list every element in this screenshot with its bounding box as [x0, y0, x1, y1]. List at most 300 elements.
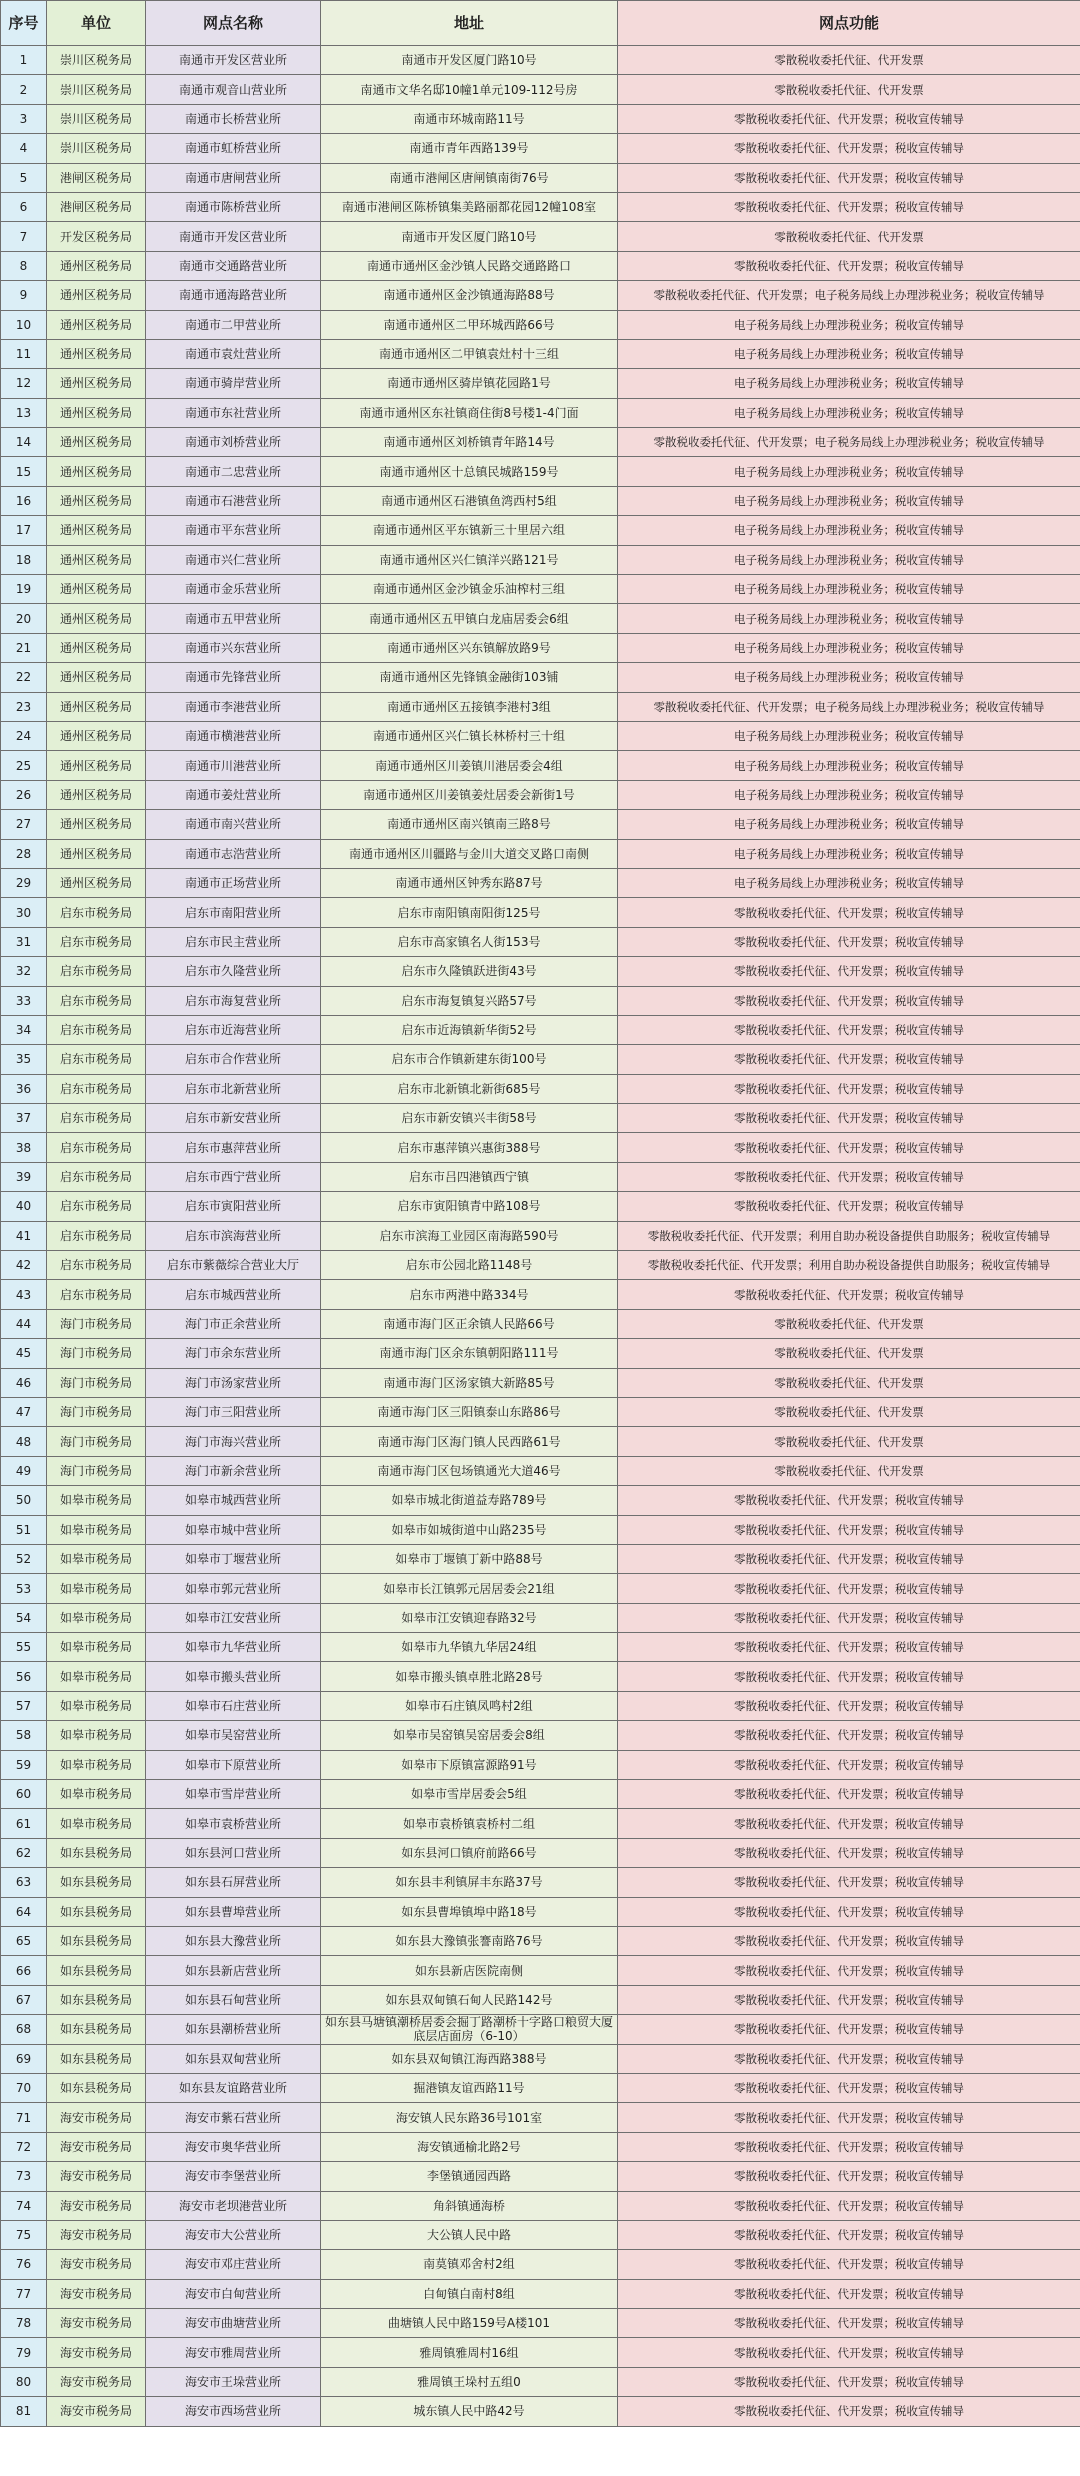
- cell-address: 南通市通州区先锋镇金融街103铺: [321, 663, 618, 692]
- cell-function: 零散税收委托代征、代开发票；税收宣传辅导: [618, 2338, 1080, 2367]
- table-row: [1, 1574, 1080, 1603]
- table-row: [1, 2191, 1080, 2220]
- cell-unit: 崇川区税务局: [47, 46, 146, 75]
- table-row: [1, 1603, 1080, 1632]
- cell-address: 角斜镇通海桥: [321, 2191, 618, 2220]
- cell-index: 16: [1, 486, 47, 515]
- table-row: [1, 2397, 1080, 2426]
- cell-function: 电子税务局线上办理涉税业务；税收宣传辅导: [618, 604, 1080, 633]
- table-row: [1, 1486, 1080, 1515]
- cell-function: 电子税务局线上办理涉税业务；税收宣传辅导: [618, 516, 1080, 545]
- cell-function: 零散税收委托代征、代开发票；税收宣传辅导: [618, 2162, 1080, 2191]
- table-row: [1, 2015, 1080, 2044]
- cell-address: 南通市通州区川姜镇姜灶居委会新街1号: [321, 780, 618, 809]
- cell-outlet-name: 启东市近海营业所: [146, 1015, 321, 1044]
- cell-address: 启东市南阳镇南阳街125号: [321, 898, 618, 927]
- table-row: [1, 1780, 1080, 1809]
- table-row: [1, 545, 1080, 574]
- cell-unit: 通州区税务局: [47, 281, 146, 310]
- cell-function: 零散税收委托代征、代开发票；税收宣传辅导: [618, 2044, 1080, 2073]
- cell-unit: 通州区税务局: [47, 868, 146, 897]
- cell-function: 零散税收委托代征、代开发票；税收宣传辅导: [618, 957, 1080, 986]
- cell-function: 零散税收委托代征、代开发票；税收宣传辅导: [618, 2279, 1080, 2308]
- cell-unit: 通州区税务局: [47, 663, 146, 692]
- cell-outlet-name: 如皋市袁桥营业所: [146, 1809, 321, 1838]
- cell-address: 南通市通州区五甲镇白龙庙居委会6组: [321, 604, 618, 633]
- table-row: [1, 2367, 1080, 2396]
- cell-outlet-name: 如东县河口营业所: [146, 1838, 321, 1867]
- cell-outlet-name: 南通市袁灶营业所: [146, 339, 321, 368]
- cell-index: 28: [1, 839, 47, 868]
- cell-index: 23: [1, 692, 47, 721]
- cell-function: 零散税收委托代征、代开发票；税收宣传辅导: [618, 104, 1080, 133]
- table-row: [1, 1838, 1080, 1867]
- cell-outlet-name: 海安市西场营业所: [146, 2397, 321, 2426]
- cell-unit: 通州区税务局: [47, 516, 146, 545]
- table-row: [1, 369, 1080, 398]
- cell-unit: 通州区税务局: [47, 692, 146, 721]
- cell-unit: 崇川区税务局: [47, 75, 146, 104]
- cell-function: 电子税务局线上办理涉税业务；税收宣传辅导: [618, 339, 1080, 368]
- cell-address: 启东市新安镇兴丰街58号: [321, 1104, 618, 1133]
- cell-unit: 海安市税务局: [47, 2367, 146, 2396]
- cell-address: 南通市通州区二甲环城西路66号: [321, 310, 618, 339]
- cell-outlet-name: 南通市李港营业所: [146, 692, 321, 721]
- cell-outlet-name: 启东市城西营业所: [146, 1280, 321, 1309]
- cell-index: 47: [1, 1397, 47, 1426]
- table-row: [1, 46, 1080, 75]
- cell-address: 南通市港闸区唐闸镇南街76号: [321, 163, 618, 192]
- cell-index: 57: [1, 1691, 47, 1720]
- cell-unit: 海安市税务局: [47, 2162, 146, 2191]
- cell-index: 53: [1, 1574, 47, 1603]
- cell-address: 李堡镇通园西路: [321, 2162, 618, 2191]
- cell-function: 电子税务局线上办理涉税业务；税收宣传辅导: [618, 633, 1080, 662]
- cell-unit: 如皋市税务局: [47, 1662, 146, 1691]
- cell-address: 如皋市袁桥镇袁桥村二组: [321, 1809, 618, 1838]
- cell-address: 南通市通州区东社镇商住街8号楼1-4门面: [321, 398, 618, 427]
- cell-function: 零散税收委托代征、代开发票；税收宣传辅导: [618, 1574, 1080, 1603]
- cell-index: 5: [1, 163, 47, 192]
- cell-outlet-name: 启东市惠萍营业所: [146, 1133, 321, 1162]
- header-index: 序号: [1, 1, 47, 46]
- cell-address: 南通市通州区南兴镇南三路8号: [321, 810, 618, 839]
- cell-unit: 通州区税务局: [47, 721, 146, 750]
- cell-outlet-name: 如皋市下原营业所: [146, 1750, 321, 1779]
- cell-address: 南通市通州区石港镇鱼湾西村5组: [321, 486, 618, 515]
- cell-address: 如东县双甸镇江海西路388号: [321, 2044, 618, 2073]
- cell-function: 零散税收委托代征、代开发票；税收宣传辅导: [618, 2309, 1080, 2338]
- cell-unit: 海安市税务局: [47, 2132, 146, 2161]
- cell-index: 55: [1, 1633, 47, 1662]
- cell-unit: 启东市税务局: [47, 1133, 146, 1162]
- cell-unit: 如皋市税务局: [47, 1750, 146, 1779]
- cell-unit: 通州区税务局: [47, 428, 146, 457]
- cell-index: 34: [1, 1015, 47, 1044]
- cell-address: 如皋市丁堰镇丁新中路88号: [321, 1544, 618, 1573]
- cell-unit: 海安市税务局: [47, 2397, 146, 2426]
- table-header: [1, 1, 1080, 46]
- cell-outlet-name: 南通市东社营业所: [146, 398, 321, 427]
- cell-address: 如皋市江安镇迎春路32号: [321, 1603, 618, 1632]
- table-row: [1, 2162, 1080, 2191]
- cell-index: 80: [1, 2367, 47, 2396]
- cell-unit: 通州区税务局: [47, 575, 146, 604]
- cell-unit: 通州区税务局: [47, 251, 146, 280]
- cell-address: 南通市环城南路11号: [321, 104, 618, 133]
- cell-function: 零散税收委托代征、代开发票；税收宣传辅导: [618, 1544, 1080, 1573]
- cell-index: 4: [1, 134, 47, 163]
- table-row: [1, 281, 1080, 310]
- cell-outlet-name: 如皋市城中营业所: [146, 1515, 321, 1544]
- cell-function: 零散税收委托代征、代开发票；税收宣传辅导: [618, 1192, 1080, 1221]
- cell-function: 零散税收委托代征、代开发票；税收宣传辅导: [618, 163, 1080, 192]
- cell-outlet-name: 南通市长桥营业所: [146, 104, 321, 133]
- cell-address: 如皋市长江镇郭元居居委会21组: [321, 1574, 618, 1603]
- table-row: [1, 1809, 1080, 1838]
- cell-address: 城东镇人民中路42号: [321, 2397, 618, 2426]
- table-row: [1, 1956, 1080, 1985]
- cell-index: 70: [1, 2073, 47, 2102]
- cell-function: 零散税收委托代征、代开发票；税收宣传辅导: [618, 927, 1080, 956]
- cell-address: 南通市通州区金沙镇金乐油榨村三组: [321, 575, 618, 604]
- cell-outlet-name: 启东市寅阳营业所: [146, 1192, 321, 1221]
- table-row: [1, 839, 1080, 868]
- table-row: [1, 986, 1080, 1015]
- cell-index: 9: [1, 281, 47, 310]
- cell-unit: 崇川区税务局: [47, 134, 146, 163]
- cell-index: 29: [1, 868, 47, 897]
- cell-unit: 海安市税务局: [47, 2220, 146, 2249]
- cell-function: 零散税收委托代征、代开发票；电子税务局线上办理涉税业务；税收宣传辅导: [618, 692, 1080, 721]
- table-row: [1, 1750, 1080, 1779]
- cell-unit: 如东县税务局: [47, 1956, 146, 1985]
- cell-address: 如皋市雪岸居委会5组: [321, 1780, 618, 1809]
- table-row: [1, 516, 1080, 545]
- cell-index: 56: [1, 1662, 47, 1691]
- cell-address: 如东县河口镇府前路66号: [321, 1838, 618, 1867]
- cell-outlet-name: 海门市余东营业所: [146, 1339, 321, 1368]
- cell-unit: 通州区税务局: [47, 486, 146, 515]
- cell-address: 南通市通州区兴仁镇长林桥村三十组: [321, 721, 618, 750]
- cell-unit: 海安市税务局: [47, 2309, 146, 2338]
- table-row: [1, 428, 1080, 457]
- table-row: [1, 1192, 1080, 1221]
- cell-function: 零散税收委托代征、代开发票: [618, 46, 1080, 75]
- cell-function: 零散税收委托代征、代开发票；税收宣传辅导: [618, 1897, 1080, 1926]
- cell-function: 电子税务局线上办理涉税业务；税收宣传辅导: [618, 663, 1080, 692]
- cell-index: 74: [1, 2191, 47, 2220]
- cell-outlet-name: 启东市南阳营业所: [146, 898, 321, 927]
- cell-address: 南通市海门区包场镇通光大道46号: [321, 1456, 618, 1485]
- cell-function: 零散税收委托代征、代开发票；税收宣传辅导: [618, 1133, 1080, 1162]
- table-row: [1, 1427, 1080, 1456]
- table-row: [1, 2279, 1080, 2308]
- cell-function: 零散税收委托代征、代开发票；利用自助办税设备提供自助服务；税收宣传辅导: [618, 1221, 1080, 1250]
- cell-address: 启东市惠萍镇兴惠街388号: [321, 1133, 618, 1162]
- table-row: [1, 1368, 1080, 1397]
- cell-outlet-name: 南通市唐闸营业所: [146, 163, 321, 192]
- cell-outlet-name: 如皋市搬头营业所: [146, 1662, 321, 1691]
- cell-outlet-name: 如皋市九华营业所: [146, 1633, 321, 1662]
- cell-unit: 海安市税务局: [47, 2338, 146, 2367]
- cell-unit: 海安市税务局: [47, 2191, 146, 2220]
- cell-function: 零散税收委托代征、代开发票；税收宣传辅导: [618, 251, 1080, 280]
- cell-function: 零散税收委托代征、代开发票；税收宣传辅导: [618, 1603, 1080, 1632]
- cell-outlet-name: 如东县双甸营业所: [146, 2044, 321, 2073]
- cell-outlet-name: 南通市志浩营业所: [146, 839, 321, 868]
- cell-unit: 如皋市税务局: [47, 1780, 146, 1809]
- cell-address: 如东县丰利镇屏丰东路37号: [321, 1868, 618, 1897]
- header-outlet-name: 网点名称: [146, 1, 321, 46]
- cell-function: 零散税收委托代征、代开发票；税收宣传辅导: [618, 2073, 1080, 2102]
- cell-address: 南通市通州区钟秀东路87号: [321, 868, 618, 897]
- cell-function: 零散税收委托代征、代开发票；电子税务局线上办理涉税业务；税收宣传辅导: [618, 428, 1080, 457]
- cell-index: 10: [1, 310, 47, 339]
- cell-index: 30: [1, 898, 47, 927]
- table-row: [1, 398, 1080, 427]
- cell-unit: 如东县税务局: [47, 2044, 146, 2073]
- cell-index: 17: [1, 516, 47, 545]
- cell-function: 零散税收委托代征、代开发票；税收宣传辅导: [618, 2132, 1080, 2161]
- cell-outlet-name: 南通市平东营业所: [146, 516, 321, 545]
- cell-index: 72: [1, 2132, 47, 2161]
- cell-index: 11: [1, 339, 47, 368]
- cell-outlet-name: 南通市正场营业所: [146, 868, 321, 897]
- cell-function: 零散税收委托代征、代开发票；税收宣传辅导: [618, 898, 1080, 927]
- cell-unit: 启东市税务局: [47, 927, 146, 956]
- cell-index: 44: [1, 1309, 47, 1338]
- cell-unit: 如东县税务局: [47, 1927, 146, 1956]
- cell-index: 18: [1, 545, 47, 574]
- cell-index: 22: [1, 663, 47, 692]
- cell-address: 南通市通州区十总镇民城路159号: [321, 457, 618, 486]
- cell-index: 73: [1, 2162, 47, 2191]
- cell-unit: 启东市税务局: [47, 1280, 146, 1309]
- cell-unit: 通州区税务局: [47, 398, 146, 427]
- cell-function: 零散税收委托代征、代开发票；税收宣传辅导: [618, 1809, 1080, 1838]
- cell-function: 电子税务局线上办理涉税业务；税收宣传辅导: [618, 810, 1080, 839]
- cell-unit: 海门市税务局: [47, 1456, 146, 1485]
- cell-address: 白甸镇白南村8组: [321, 2279, 618, 2308]
- table-row: [1, 310, 1080, 339]
- cell-outlet-name: 南通市川港营业所: [146, 751, 321, 780]
- cell-unit: 通州区税务局: [47, 339, 146, 368]
- cell-outlet-name: 海门市正余营业所: [146, 1309, 321, 1338]
- cell-address: 南莫镇邓舍村2组: [321, 2250, 618, 2279]
- cell-outlet-name: 南通市横港营业所: [146, 721, 321, 750]
- cell-function: 电子税务局线上办理涉税业务；税收宣传辅导: [618, 839, 1080, 868]
- table-row: [1, 75, 1080, 104]
- table-row: [1, 1721, 1080, 1750]
- cell-address: 海安镇通榆北路2号: [321, 2132, 618, 2161]
- cell-index: 61: [1, 1809, 47, 1838]
- table-row: [1, 1633, 1080, 1662]
- cell-address: 如皋市九华镇九华居24组: [321, 1633, 618, 1662]
- cell-outlet-name: 南通市南兴营业所: [146, 810, 321, 839]
- cell-index: 46: [1, 1368, 47, 1397]
- table-row: [1, 898, 1080, 927]
- cell-index: 50: [1, 1486, 47, 1515]
- table-row: [1, 251, 1080, 280]
- cell-function: 电子税务局线上办理涉税业务；税收宣传辅导: [618, 310, 1080, 339]
- cell-outlet-name: 南通市骑岸营业所: [146, 369, 321, 398]
- table-row: [1, 810, 1080, 839]
- cell-index: 59: [1, 1750, 47, 1779]
- cell-index: 48: [1, 1427, 47, 1456]
- cell-unit: 启东市税务局: [47, 1162, 146, 1191]
- cell-function: 电子税务局线上办理涉税业务；税收宣传辅导: [618, 486, 1080, 515]
- cell-index: 24: [1, 721, 47, 750]
- cell-outlet-name: 如皋市石庄营业所: [146, 1691, 321, 1720]
- cell-index: 33: [1, 986, 47, 1015]
- cell-function: 电子税务局线上办理涉税业务；税收宣传辅导: [618, 721, 1080, 750]
- cell-unit: 如东县税务局: [47, 2073, 146, 2102]
- cell-address: 如皋市石庄镇凤鸣村2组: [321, 1691, 618, 1720]
- cell-index: 52: [1, 1544, 47, 1573]
- cell-outlet-name: 如皋市吴窑营业所: [146, 1721, 321, 1750]
- cell-function: 零散税收委托代征、代开发票: [618, 222, 1080, 251]
- cell-unit: 启东市税务局: [47, 1104, 146, 1133]
- cell-address: 启东市两港中路334号: [321, 1280, 618, 1309]
- cell-outlet-name: 南通市二忠营业所: [146, 457, 321, 486]
- cell-outlet-name: 如皋市丁堰营业所: [146, 1544, 321, 1573]
- cell-outlet-name: 如皋市江安营业所: [146, 1603, 321, 1632]
- cell-unit: 启东市税务局: [47, 1251, 146, 1280]
- cell-unit: 通州区税务局: [47, 545, 146, 574]
- cell-unit: 通州区税务局: [47, 604, 146, 633]
- table-row: [1, 1221, 1080, 1250]
- cell-address: 雅周镇王垛村五组0: [321, 2367, 618, 2396]
- cell-index: 71: [1, 2103, 47, 2132]
- table-row: [1, 339, 1080, 368]
- cell-function: 零散税收委托代征、代开发票；电子税务局线上办理涉税业务；税收宣传辅导: [618, 281, 1080, 310]
- cell-index: 26: [1, 780, 47, 809]
- cell-address: 南通市开发区厦门路10号: [321, 222, 618, 251]
- cell-index: 42: [1, 1251, 47, 1280]
- cell-address: 南通市通州区兴仁镇洋兴路121号: [321, 545, 618, 574]
- cell-outlet-name: 海安市曲塘营业所: [146, 2309, 321, 2338]
- cell-index: 13: [1, 398, 47, 427]
- cell-outlet-name: 如皋市雪岸营业所: [146, 1780, 321, 1809]
- header-unit: 单位: [47, 1, 146, 46]
- cell-address: 南通市通州区刘桥镇青年路14号: [321, 428, 618, 457]
- cell-unit: 港闸区税务局: [47, 192, 146, 221]
- table-row: [1, 633, 1080, 662]
- header-row: [1, 1, 1080, 46]
- table-row: [1, 1868, 1080, 1897]
- cell-outlet-name: 海安市大公营业所: [146, 2220, 321, 2249]
- cell-function: 零散税收委托代征、代开发票；税收宣传辅导: [618, 2397, 1080, 2426]
- table-row: [1, 163, 1080, 192]
- header-function: 网点功能: [618, 1, 1080, 46]
- cell-address: 南通市通州区川姜镇川港居委会4组: [321, 751, 618, 780]
- cell-outlet-name: 如东县潮桥营业所: [146, 2015, 321, 2044]
- cell-address: 南通市海门区正余镇人民路66号: [321, 1309, 618, 1338]
- cell-unit: 通州区税务局: [47, 780, 146, 809]
- cell-index: 40: [1, 1192, 47, 1221]
- cell-index: 49: [1, 1456, 47, 1485]
- cell-address: 启东市海复镇复兴路57号: [321, 986, 618, 1015]
- cell-outlet-name: 启东市合作营业所: [146, 1045, 321, 1074]
- cell-function: 电子税务局线上办理涉税业务；税收宣传辅导: [618, 545, 1080, 574]
- table-row: [1, 1927, 1080, 1956]
- cell-function: 零散税收委托代征、代开发票；税收宣传辅导: [618, 1838, 1080, 1867]
- cell-unit: 海安市税务局: [47, 2103, 146, 2132]
- cell-function: 零散税收委托代征、代开发票；税收宣传辅导: [618, 2220, 1080, 2249]
- cell-function: 零散税收委托代征、代开发票: [618, 1456, 1080, 1485]
- cell-address: 南通市文华名邸10幢1单元109-112号房: [321, 75, 618, 104]
- cell-index: 31: [1, 927, 47, 956]
- cell-address: 南通市青年西路139号: [321, 134, 618, 163]
- cell-function: 电子税务局线上办理涉税业务；税收宣传辅导: [618, 780, 1080, 809]
- cell-index: 69: [1, 2044, 47, 2073]
- cell-index: 15: [1, 457, 47, 486]
- cell-function: 零散税收委托代征、代开发票；税收宣传辅导: [618, 1956, 1080, 1985]
- cell-index: 20: [1, 604, 47, 633]
- cell-address: 启东市滨海工业园区南海路590号: [321, 1221, 618, 1250]
- cell-index: 35: [1, 1045, 47, 1074]
- table-row: [1, 192, 1080, 221]
- cell-function: 零散税收委托代征、代开发票；税收宣传辅导: [618, 1868, 1080, 1897]
- cell-index: 51: [1, 1515, 47, 1544]
- cell-address: 如东县新店医院南侧: [321, 1956, 618, 1985]
- cell-outlet-name: 海门市海兴营业所: [146, 1427, 321, 1456]
- table-row: [1, 1133, 1080, 1162]
- table-row: [1, 486, 1080, 515]
- cell-outlet-name: 如东县新店营业所: [146, 1956, 321, 1985]
- cell-function: 零散税收委托代征、代开发票；税收宣传辅导: [618, 1045, 1080, 1074]
- table-row: [1, 222, 1080, 251]
- table-body: [1, 46, 1080, 2427]
- cell-outlet-name: 南通市二甲营业所: [146, 310, 321, 339]
- cell-function: 零散税收委托代征、代开发票: [618, 1309, 1080, 1338]
- cell-outlet-name: 启东市民主营业所: [146, 927, 321, 956]
- cell-function: 零散税收委托代征、代开发票；税收宣传辅导: [618, 1633, 1080, 1662]
- cell-index: 79: [1, 2338, 47, 2367]
- cell-address: 启东市高家镇名人街153号: [321, 927, 618, 956]
- cell-unit: 启东市税务局: [47, 1074, 146, 1103]
- cell-outlet-name: 海安市李堡营业所: [146, 2162, 321, 2191]
- table-row: [1, 1897, 1080, 1926]
- cell-address: 如东县大豫镇张謇南路76号: [321, 1927, 618, 1956]
- cell-unit: 通州区税务局: [47, 751, 146, 780]
- cell-function: 零散税收委托代征、代开发票；税收宣传辅导: [618, 1691, 1080, 1720]
- cell-outlet-name: 如东县石甸营业所: [146, 1985, 321, 2014]
- cell-address: 启东市久隆镇跃进街43号: [321, 957, 618, 986]
- cell-outlet-name: 南通市虹桥营业所: [146, 134, 321, 163]
- cell-address: 南通市海门区余东镇朝阳路111号: [321, 1339, 618, 1368]
- cell-index: 54: [1, 1603, 47, 1632]
- cell-unit: 如东县税务局: [47, 2015, 146, 2044]
- cell-address: 南通市通州区金沙镇人民路交通路路口: [321, 251, 618, 280]
- cell-index: 64: [1, 1897, 47, 1926]
- cell-unit: 海安市税务局: [47, 2279, 146, 2308]
- cell-unit: 开发区税务局: [47, 222, 146, 251]
- cell-unit: 通州区税务局: [47, 810, 146, 839]
- cell-address: 南通市开发区厦门路10号: [321, 46, 618, 75]
- cell-index: 81: [1, 2397, 47, 2426]
- cell-unit: 通州区税务局: [47, 839, 146, 868]
- cell-index: 19: [1, 575, 47, 604]
- cell-outlet-name: 海安市老坝港营业所: [146, 2191, 321, 2220]
- cell-unit: 启东市税务局: [47, 1045, 146, 1074]
- cell-index: 25: [1, 751, 47, 780]
- cell-function: 零散税收委托代征、代开发票: [618, 1368, 1080, 1397]
- cell-unit: 海门市税务局: [47, 1427, 146, 1456]
- cell-outlet-name: 海安市白甸营业所: [146, 2279, 321, 2308]
- cell-index: 21: [1, 633, 47, 662]
